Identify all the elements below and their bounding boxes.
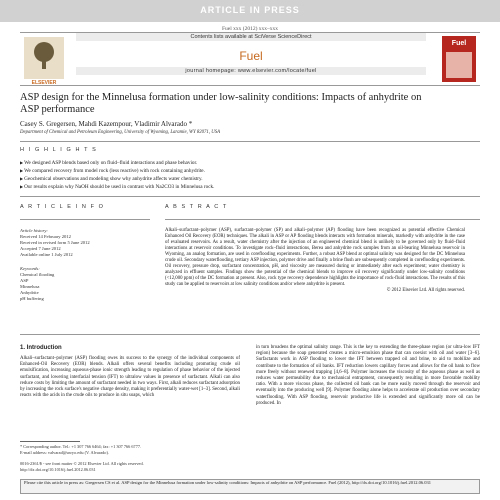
abstract-text: Alkali–surfactant–polymer (ASP), surfactant–polymer (SP) and alkali–polymer (AP) flooding have been recognized as potential effective Chemical Enhanced Oil Recovery (EOR) techniques. The alkali in ASP or AP flooding blends interacts with formation minerals, markedly with anhydrite in the case of evaluated reservoirs. As a result, water chemistry after the injection of an engineered chemical blend is unlikely to be governed only by fluid–fluid interactions at reservoir conditions. To investigate rock–fluid interactions, Berea and anhydrite rock samples from an oil-bearing Minnelusa reservoir in Wyoming, an analog formation, are used in coreflooding experiments. Further, a robust ASP blend at optimal salinity was designed for the DC Minnelusa crude oil. Secondary waterflooding, tertiary ASP injection, polymer drive and finally a brine flush are subsequently completed in coreflooding experiments. Oil recovery, pressure drop, surfactant concentration, pH, and viscosity are measured during or immediately after each experiment; water chemistry is analyzed in effluent samples. Findings show the potential of the chemical blends to improve oil recovery significantly under low-salinity conditions (<12,000 ppm) of the DC formation at present. Also, rock type recovery dependence highlights the importance of rock-fluid interactions. The results of this study can be applied to reservoirs at low salinity conditions and/or where anhydrite is present. — [165, 228, 465, 287]
highlight-item: ▶ Our results explain why NaOH should be used in contrast with Na2CO3 in Minnelusa rock. — [20, 183, 460, 191]
author-email-link[interactable]: E-mail address: valvarad@uwyo.edu (V. Alvarado). — [20, 449, 109, 455]
highlights-label: H I G H L I G H T S — [20, 147, 98, 153]
author-list: Casey S. Gregersen, Mahdi Kazempour, Vladimir Alvarado * — [20, 120, 193, 128]
journal-cover-thumbnail — [442, 36, 476, 82]
journal-title: Fuel — [239, 49, 263, 63]
banner-label: ARTICLE IN PRESS — [200, 5, 300, 15]
publisher-name: ELSEVIER — [31, 80, 57, 86]
article-title: ASP design for the Minnelusa formation under low-salinity conditions: Impacts of anhydrite on ASP performance — [20, 92, 422, 115]
abstract-body — [165, 228, 465, 294]
cite-this-article-text: Please cite this article in press as: Gregersen CS et al. ASP design for the Minnelusa formation under low-salinity conditions: Impacts of anhydrite on ASP performance. Fuel (2012), http://dx.doi.org/10.1016/j.fuel.2012.06.031 — [24, 480, 432, 485]
author-affiliation: Department of Chemical and Petroleum Engineering, University of Wyoming, Laramie, WY 82071, USA — [20, 130, 221, 135]
article-info — [20, 228, 150, 302]
journal-header — [20, 32, 480, 86]
history-revised: Received in revised form 5 June 2012 — [20, 240, 90, 245]
highlights-list — [20, 159, 460, 191]
keywords-label: Keywords: — [20, 266, 40, 271]
cover-artwork — [446, 52, 472, 78]
history-label: Article history: — [20, 228, 48, 233]
keyword: Minnelusa — [20, 284, 40, 289]
front-matter — [20, 461, 240, 472]
elsevier-logo-icon — [24, 37, 64, 79]
journal-citation: Fuel xxx (2012) xxx–xxx — [221, 26, 279, 32]
history-received: Received 14 February 2012 — [20, 234, 71, 239]
footnote-divider — [20, 441, 80, 442]
divider — [20, 141, 480, 142]
tree-trunk-shape — [42, 59, 46, 69]
highlight-item: ▶ Geochemical observations and modeling show why anhydrite affects water chemistry. — [20, 175, 460, 183]
intro-right-column: in turn broadens the optimal salinity range. This is the key to extending the three-phase region (or ultra-low IFT region) because the soap generated creates a micro-emulsion phase that can coexist with oil and water [3–6]. Surfactants work in ASP flooding to lower the IFT between trapped oil and brine, to aid to mobilize and contribute to the formation of oil banks. IFT reduction lowers capillary forces and allows for the oil bank to flow more freely without renewed trapping [4,6–8]. Polymer increases the viscosity of the aqueous phase as well as reduces water permeability due to mechanical entrapment, consequently resulting in more favorable mobility ratio. With a more viscous phase, the collected oil bank can be more easily moved through the reservoir and eventually into the producing well [9]. Polymer flooding alone helps to accelerate oil production over secondary waterflooding. With ASP flooding, reservoir productive life is extended and significantly more oil can be produced. In — [256, 345, 480, 406]
divider — [165, 219, 480, 220]
issn-copyright: 0016-2361/$ - see front matter © 2012 Elsevier Ltd. All rights reserved. — [20, 461, 144, 466]
cover-title: Fuel — [451, 40, 467, 47]
keyword: ASP — [20, 278, 29, 283]
divider — [20, 334, 480, 335]
corresponding-author: * Corresponding author. Tel.: +1 307 766 6464; fax: +1 307 766 6777. — [20, 444, 142, 449]
keyword: Chemical flooding — [20, 272, 55, 277]
keyword: pH buffering — [20, 296, 44, 301]
article-info-label: A R T I C L E I N F O — [20, 204, 105, 210]
highlight-item: ▶ We compared recovery from model rock (less reactive) with rock containing anhydrite. — [20, 167, 460, 175]
history-online: Available online 1 July 2012 — [20, 252, 73, 257]
abstract-label: A B S T R A C T — [165, 204, 228, 210]
history-accepted: Accepted 7 June 2012 — [20, 246, 61, 251]
divider — [20, 196, 480, 197]
footnote — [20, 444, 240, 455]
journal-homepage-link[interactable]: journal homepage: www.elsevier.com/locate/fuel — [185, 68, 317, 74]
divider — [20, 219, 150, 220]
abstract-copyright: © 2012 Elsevier Ltd. All rights reserved. — [386, 288, 465, 293]
highlight-item: ▶ We designed ASP blends based only on fluid–fluid interactions and phase behavior. — [20, 159, 460, 167]
doi-link[interactable]: http://dx.doi.org/10.1016/j.fuel.2012.06.031 — [20, 466, 96, 472]
section-heading: 1. Introduction — [20, 345, 62, 351]
keyword: Anhydrite — [20, 290, 39, 295]
contents-line[interactable]: Contents lists available at SciVerse ScienceDirect — [190, 34, 312, 40]
intro-left-column: Alkali–surfactant–polymer (ASP) flooding owes its success to the synergy of the individual components of Enhanced-Oil Recovery (EOR) blends. Alkali offers several benefits including promoting crude oil emulsification, increasing aqueous-phase ionic strength leading to regulation of phase behavior of the injected surfactant, and lowering interfacial tension (IFT) to ultralow values in presence of surfactant. Alkali can also reduce costs by limiting the amount of surfactant needed in two ways. First, alkali reduces surfactant adsorption by increasing the rock surface's negative charge density, making it preferentially water-wet [1–3]. Second, alkali reacts with the acids in the crude oils to produce in situ soaps, which — [20, 356, 240, 399]
